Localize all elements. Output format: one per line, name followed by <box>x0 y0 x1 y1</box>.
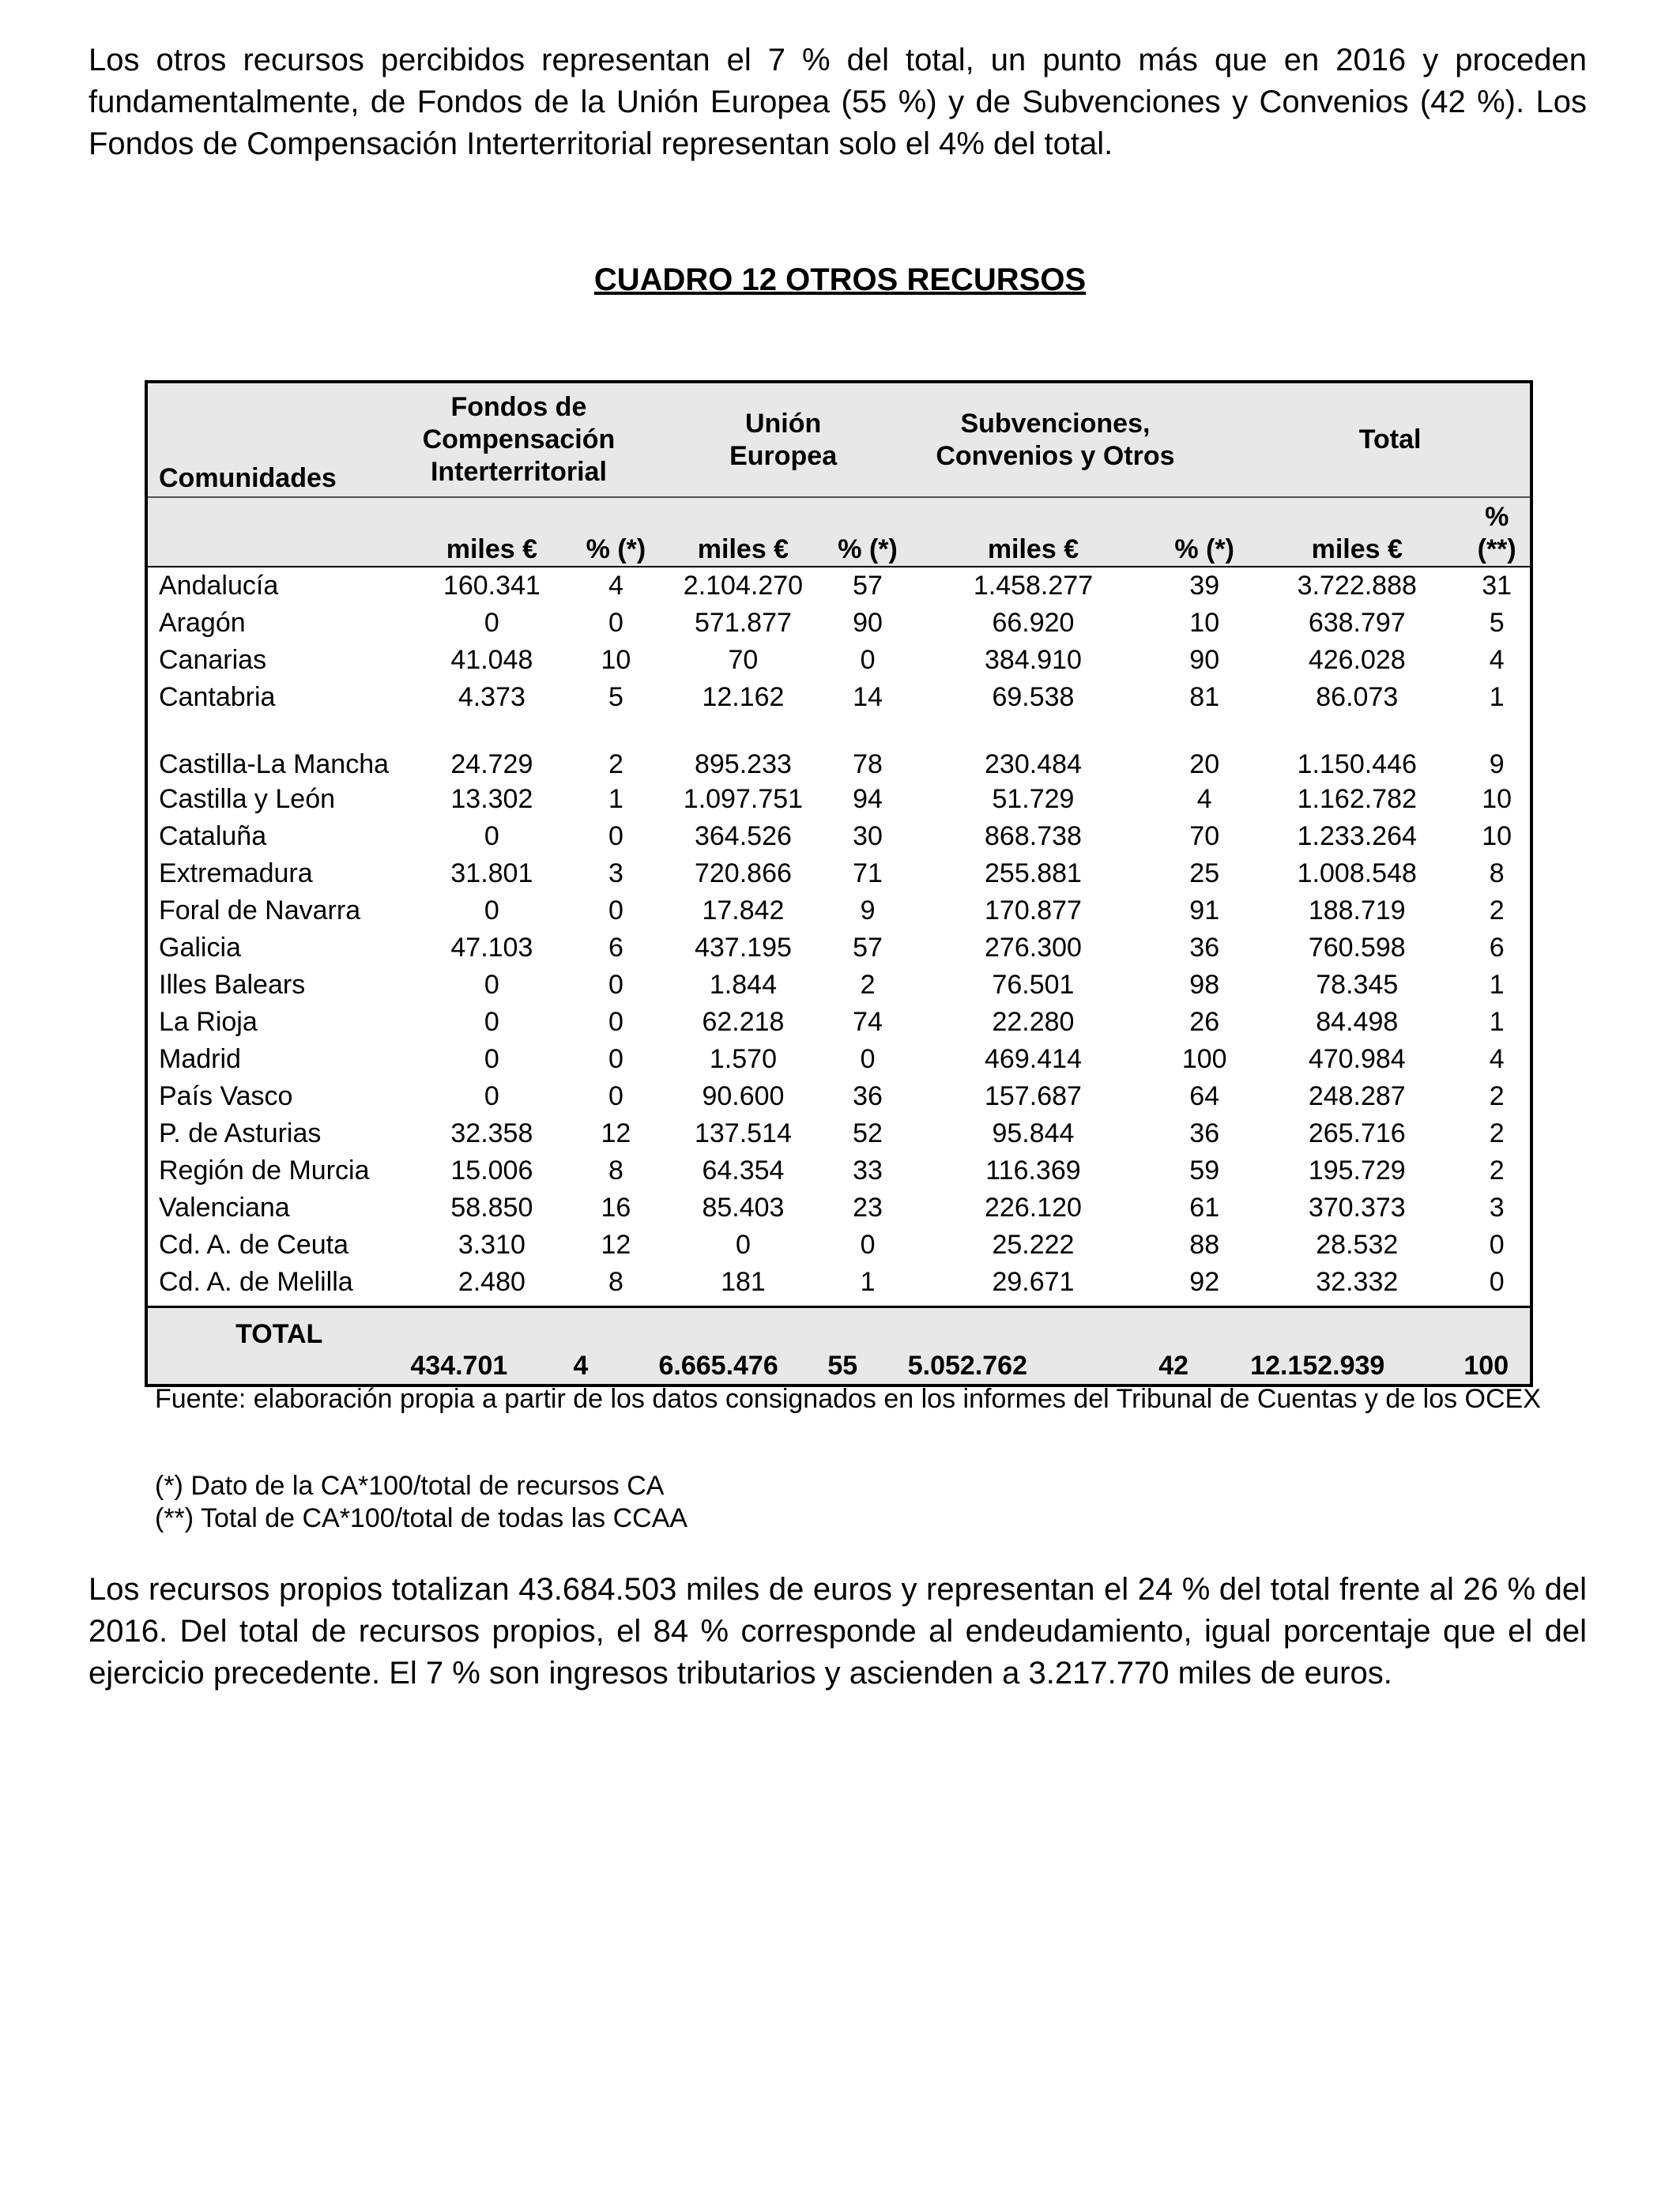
row-cell: 36 <box>853 1081 883 1111</box>
row-cell: 39 <box>1189 571 1220 601</box>
row-cell: 1 <box>1489 682 1505 712</box>
row-cell: 0 <box>484 1007 499 1037</box>
row-cell: 868.738 <box>985 821 1082 851</box>
header-comunidades: Comunidades <box>146 382 410 497</box>
row-cell: 470.984 <box>1308 1044 1406 1074</box>
row-cell: 1.458.277 <box>973 571 1094 601</box>
row-cell: 0 <box>484 895 499 925</box>
row-cell: 426.028 <box>1308 645 1406 675</box>
row-cell: 58.850 <box>450 1193 533 1223</box>
table-row <box>146 1264 1531 1307</box>
row-cell: 91 <box>1189 895 1220 925</box>
total-row <box>146 1307 1531 1386</box>
row-cell: 1.233.264 <box>1297 821 1417 851</box>
row-cell: 0 <box>608 608 623 638</box>
row-cell: 32.332 <box>1316 1267 1399 1297</box>
row-cell: 6 <box>608 933 623 963</box>
row-comunidad: País Vasco <box>159 1081 293 1111</box>
row-cell: 188.719 <box>1308 895 1406 925</box>
row-cell: 364.526 <box>694 821 792 851</box>
table-row <box>146 855 1531 892</box>
row-cell: 1 <box>860 1267 876 1297</box>
table-row <box>146 781 1531 818</box>
row-cell: 384.910 <box>985 645 1082 675</box>
row-cell: 1.097.751 <box>683 784 804 814</box>
row-cell: 100 <box>1181 1044 1227 1074</box>
row-cell: 81 <box>1189 682 1220 712</box>
row-cell: 14 <box>853 682 883 712</box>
row-cell: 4 <box>1489 645 1505 675</box>
row-cell: 6 <box>1489 933 1505 963</box>
total-cell: 4 <box>573 1307 658 1386</box>
row-cell: 2 <box>1489 1155 1505 1186</box>
row-cell: 29.671 <box>992 1267 1075 1297</box>
row-comunidad: Illes Balears <box>159 970 306 1000</box>
row-cell: 1.570 <box>709 1044 777 1074</box>
row-cell: 78.345 <box>1316 970 1399 1000</box>
row-cell: 0 <box>860 1044 876 1074</box>
header-fci: Fondos de Compensación Interterritorial <box>410 382 658 497</box>
row-cell: 5 <box>608 682 623 712</box>
row-cell: 1 <box>1489 970 1505 1000</box>
footnote-double-star: (**) Total de CA*100/total de todas las CCAA <box>155 1503 688 1533</box>
row-cell: 64.354 <box>702 1155 785 1186</box>
row-comunidad: Cd. A. de Ceuta <box>159 1230 349 1260</box>
header-pct-total: % (**) <box>1463 497 1531 567</box>
row-cell: 10 <box>601 645 631 675</box>
total-cell: 12.152.939 <box>1250 1307 1463 1386</box>
row-cell: 85.403 <box>702 1193 785 1223</box>
row-cell: 0 <box>608 821 623 851</box>
row-cell: 28.532 <box>1316 1230 1399 1260</box>
table-row <box>146 1227 1531 1264</box>
row-cell: 720.866 <box>694 858 792 888</box>
row-cell: 10 <box>1482 784 1512 814</box>
row-cell: 0 <box>484 1081 499 1111</box>
header-ue: Unión Europea <box>658 382 907 497</box>
source-note: Fuente: elaboración propia a partir de los datos consignados en los informes del Tribunal de Cuentas y de los OCEX <box>155 1384 1541 1414</box>
footnote-single-star: (*) Dato de la CA*100/total de recursos CA <box>155 1471 665 1501</box>
row-cell: 90.600 <box>702 1081 785 1111</box>
row-cell: 0 <box>608 1044 623 1074</box>
row-cell: 3.310 <box>458 1230 525 1260</box>
table-row <box>146 716 1531 781</box>
row-cell: 52 <box>853 1118 883 1148</box>
table-row <box>146 892 1531 929</box>
row-comunidad: Cd. A. de Melilla <box>159 1267 353 1297</box>
row-cell: 8 <box>1489 858 1505 888</box>
total-label: TOTAL <box>146 1307 410 1386</box>
total-cell: 100 <box>1463 1307 1531 1386</box>
row-cell: 4 <box>1489 1044 1505 1074</box>
row-cell: 4 <box>1196 784 1212 814</box>
closing-paragraph: Los recursos propios totalizan 43.684.503 miles de euros y representan el 24 % del total frente al 26 % del 2016. Del total de recursos propios, el 84 % corresponde al endeudamiento, igual porcentaje que el del ejercicio precedente. El 7 % son ingresos tributarios y ascienden a 3.217.770 miles de euros. <box>89 1572 1587 1691</box>
total-cell: 42 <box>1158 1307 1250 1386</box>
row-comunidad: Extremadura <box>159 858 313 888</box>
row-cell: 36 <box>1189 933 1220 963</box>
row-cell: 13.302 <box>450 784 533 814</box>
row-cell: 3 <box>608 858 623 888</box>
header-pct: % (*) <box>573 497 658 567</box>
total-cell: 55 <box>827 1307 907 1386</box>
header-miles: miles € <box>908 497 1158 567</box>
row-cell: 2 <box>860 970 876 1000</box>
row-cell: 90 <box>1189 645 1220 675</box>
row-cell: 10 <box>1482 821 1512 851</box>
row-cell: 1.150.446 <box>1297 749 1417 779</box>
row-cell: 30 <box>853 821 883 851</box>
row-cell: 32.358 <box>450 1118 533 1148</box>
row-cell: 0 <box>860 1230 876 1260</box>
row-cell: 70 <box>728 645 759 675</box>
row-comunidad: Canarias <box>159 645 267 675</box>
intro-paragraph: Los otros recursos percibidos representan el 7 % del total, un punto más que en 2016 y proceden fundamentalmente, de Fondos de la Unión Europea (55 %) y de Subvenciones y Convenios (42 %). Los Fondos de Compensación Interterritorial representan solo el 4% del total. <box>89 43 1587 161</box>
row-cell: 16 <box>601 1193 631 1223</box>
row-cell: 25.222 <box>992 1230 1075 1260</box>
header-total: Total <box>1250 382 1531 497</box>
row-cell: 760.598 <box>1308 933 1406 963</box>
row-cell: 170.877 <box>985 895 1082 925</box>
row-cell: 0 <box>484 1044 499 1074</box>
table-row <box>146 1152 1531 1189</box>
row-cell: 84.498 <box>1316 1007 1399 1037</box>
row-cell: 71 <box>853 858 883 888</box>
header-pct: % (*) <box>827 497 907 567</box>
table-body <box>146 567 1531 1307</box>
table-row <box>146 1078 1531 1115</box>
row-cell: 31.801 <box>450 858 533 888</box>
row-cell: 2 <box>1489 895 1505 925</box>
row-cell: 2.104.270 <box>683 571 804 601</box>
row-cell: 12.162 <box>702 682 785 712</box>
row-cell: 4.373 <box>458 682 525 712</box>
row-cell: 94 <box>853 784 883 814</box>
row-cell: 157.687 <box>985 1081 1082 1111</box>
row-cell: 20 <box>1189 749 1220 779</box>
row-cell: 9 <box>1489 749 1505 779</box>
row-cell: 12 <box>601 1118 631 1148</box>
row-cell: 59 <box>1189 1155 1220 1186</box>
row-cell: 33 <box>853 1155 883 1186</box>
row-cell: 571.877 <box>694 608 792 638</box>
row-cell: 3.722.888 <box>1297 571 1417 601</box>
table-row <box>146 605 1531 642</box>
row-cell: 2 <box>1489 1118 1505 1148</box>
table-row <box>146 1004 1531 1041</box>
row-comunidad: Aragón <box>159 608 246 638</box>
row-cell: 98 <box>1189 970 1220 1000</box>
row-cell: 8 <box>608 1267 623 1297</box>
row-cell: 195.729 <box>1308 1155 1406 1186</box>
row-cell: 69.538 <box>992 682 1075 712</box>
row-cell: 638.797 <box>1308 608 1406 638</box>
row-cell: 5 <box>1489 608 1505 638</box>
row-cell: 230.484 <box>985 749 1082 779</box>
row-cell: 22.280 <box>992 1007 1075 1037</box>
row-cell: 0 <box>735 1230 751 1260</box>
row-cell: 0 <box>484 821 499 851</box>
row-cell: 9 <box>860 895 876 925</box>
header-miles: miles € <box>1250 497 1463 567</box>
row-cell: 0 <box>608 1081 623 1111</box>
row-cell: 0 <box>1489 1267 1505 1297</box>
row-cell: 248.287 <box>1308 1081 1406 1111</box>
row-cell: 90 <box>853 608 883 638</box>
total-cell: 5.052.762 <box>908 1307 1158 1386</box>
row-cell: 4 <box>608 571 623 601</box>
table-title: CUADRO 12 OTROS RECURSOS <box>593 262 1087 297</box>
row-cell: 1.844 <box>709 970 777 1000</box>
row-cell: 2 <box>1489 1081 1505 1111</box>
row-cell: 31 <box>1482 571 1512 601</box>
row-cell: 36 <box>1189 1118 1220 1148</box>
table-row <box>146 679 1531 716</box>
row-cell: 2 <box>608 749 623 779</box>
row-comunidad: Valenciana <box>159 1193 290 1223</box>
row-cell: 26 <box>1189 1007 1220 1037</box>
row-comunidad: Andalucía <box>159 571 279 601</box>
row-cell: 895.233 <box>694 749 792 779</box>
table-row <box>146 642 1531 679</box>
row-cell: 8 <box>608 1155 623 1186</box>
row-cell: 76.501 <box>992 970 1075 1000</box>
row-cell: 12 <box>601 1230 631 1260</box>
row-cell: 265.716 <box>1308 1118 1406 1148</box>
row-cell: 0 <box>608 970 623 1000</box>
table-row <box>146 967 1531 1004</box>
row-cell: 70 <box>1189 821 1220 851</box>
row-cell: 92 <box>1189 1267 1220 1297</box>
table-row <box>146 567 1531 605</box>
row-cell: 47.103 <box>450 933 533 963</box>
row-comunidad: Castilla-La Mancha <box>159 749 390 779</box>
row-comunidad: P. de Asturias <box>159 1118 322 1148</box>
row-cell: 61 <box>1189 1193 1220 1223</box>
row-cell: 0 <box>608 1007 623 1037</box>
row-cell: 1.008.548 <box>1297 858 1417 888</box>
row-cell: 370.373 <box>1308 1193 1406 1223</box>
row-cell: 0 <box>484 970 499 1000</box>
row-cell: 226.120 <box>985 1193 1082 1223</box>
table-row <box>146 1189 1531 1227</box>
row-cell: 57 <box>853 933 883 963</box>
row-comunidad: Castilla y León <box>159 784 336 814</box>
row-cell: 116.369 <box>985 1155 1081 1186</box>
row-cell: 3 <box>1489 1193 1505 1223</box>
row-cell: 276.300 <box>985 933 1082 963</box>
header-pct: % (*) <box>1158 497 1250 567</box>
table-row <box>146 929 1531 967</box>
total-cell: 6.665.476 <box>658 1307 827 1386</box>
row-cell: 10 <box>1189 608 1220 638</box>
row-cell: 160.341 <box>443 571 541 601</box>
row-cell: 0 <box>608 895 623 925</box>
row-comunidad: Madrid <box>159 1044 241 1074</box>
row-cell: 1.162.782 <box>1297 784 1417 814</box>
table-row <box>146 818 1531 855</box>
row-comunidad: Foral de Navarra <box>159 895 361 925</box>
row-cell: 41.048 <box>450 645 533 675</box>
row-cell: 88 <box>1189 1230 1220 1260</box>
row-cell: 255.881 <box>985 858 1082 888</box>
header-miles: miles € <box>658 497 827 567</box>
header-miles: miles € <box>410 497 573 567</box>
row-cell: 1 <box>1489 1007 1505 1037</box>
row-cell: 74 <box>853 1007 883 1037</box>
table-row <box>146 1115 1531 1152</box>
total-cell: 434.701 <box>410 1307 573 1386</box>
row-cell: 51.729 <box>992 784 1075 814</box>
row-cell: 78 <box>853 749 883 779</box>
row-comunidad: Cantabria <box>159 682 276 712</box>
row-cell: 86.073 <box>1316 682 1399 712</box>
row-cell: 66.920 <box>992 608 1075 638</box>
row-cell: 137.514 <box>694 1118 792 1148</box>
header-subvenciones: Subvenciones, Convenios y Otros <box>908 382 1250 497</box>
row-cell: 24.729 <box>450 749 533 779</box>
row-cell: 64 <box>1189 1081 1220 1111</box>
row-cell: 0 <box>484 608 499 638</box>
row-comunidad: Cataluña <box>159 821 267 851</box>
row-cell: 95.844 <box>992 1118 1075 1148</box>
table-row <box>146 1041 1531 1078</box>
row-cell: 62.218 <box>702 1007 785 1037</box>
row-cell: 181 <box>721 1267 766 1297</box>
row-cell: 57 <box>853 571 883 601</box>
row-cell: 23 <box>853 1193 883 1223</box>
row-cell: 469.414 <box>985 1044 1082 1074</box>
row-cell: 15.006 <box>450 1155 533 1186</box>
row-comunidad: Región de Murcia <box>159 1155 370 1186</box>
row-cell: 17.842 <box>702 895 785 925</box>
row-cell: 1 <box>608 784 623 814</box>
row-cell: 2.480 <box>458 1267 525 1297</box>
row-cell: 0 <box>860 645 876 675</box>
row-comunidad: Galicia <box>159 933 241 963</box>
header-blank <box>146 497 410 567</box>
row-comunidad: La Rioja <box>159 1007 258 1037</box>
row-cell: 0 <box>1489 1230 1505 1260</box>
row-cell: 437.195 <box>694 933 792 963</box>
row-cell: 25 <box>1189 858 1220 888</box>
otros-recursos-table <box>145 380 1533 1387</box>
